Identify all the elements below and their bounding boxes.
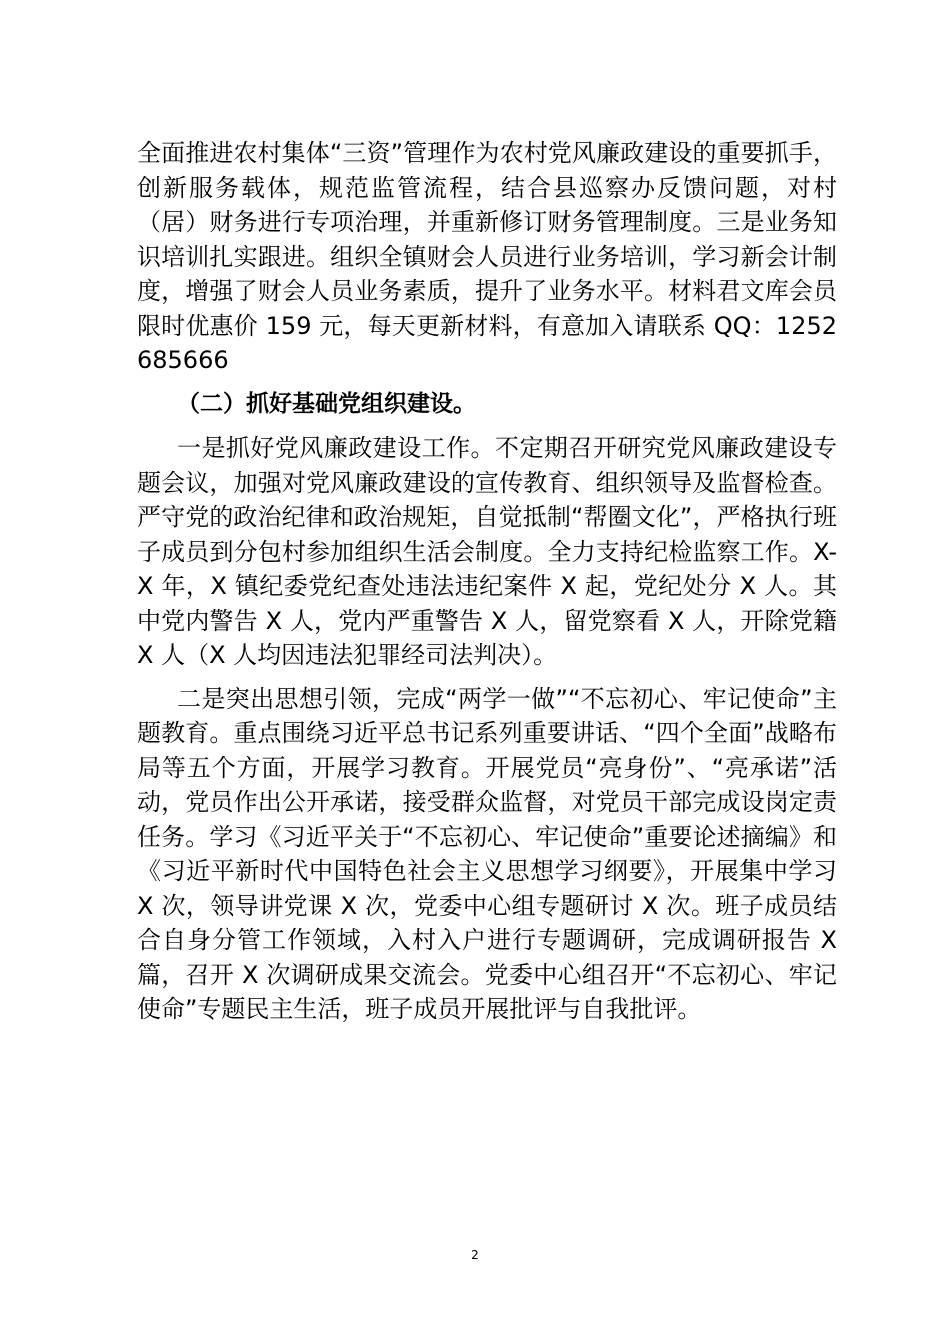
page-number: 2: [471, 1248, 479, 1262]
paragraph-continuation: 全面推进农村集体“三资”管理作为农村党风廉政建设的重要抓手，创新服务载体，规范监管流程，结合县巡察办反馈问题，对村（居）财务进行专项治理，并重新修订财务管理制度。三是业务知识培训扎实跟进。组织全镇财会人员进行业务培训，学习新会计制度，增强了财会人员业务素质，提升了业务水平。材料君文库会员限时优惠价 159 元，每天更新材料，有意加入请联系 QQ：1252685666: [137, 139, 837, 374]
document-body: [137, 136, 837, 1027]
section-heading: （二）抓好基础党组织建设。: [177, 390, 476, 417]
paragraph-point-two: 二是突出思想引领，完成“两学一做”“不忘初心、牢记使命”主题教育。重点围绕习近平总书记系列重要讲话、“四个全面”战略布局等五个方面，开展学习教育。开展党员“亮身份”、“亮承诺”活动，党员作出公开承诺，接受群众监督，对党员干部完成设岗定责任务。学习《习近平关于“不忘初心、牢记使命”重要论述摘编》和《习近平新时代中国特色社会主义思想学习纲要》，开展集中学习 X 次，领导讲党课 X 次，党委中心组专题研讨 X 次。班子成员结合自身分管工作领域，入村入户进行专题调研，完成调研报告 X 篇，召开 X 次调研成果交流会。党委中心组召开“不忘初心、牢记使命”专题民主生活，班子成员开展批评与自我批评。: [137, 684, 837, 1023]
paragraph-point-one: 一是抓好党风廉政建设工作。不定期召开研究党风廉政建设专题会议，加强对党风廉政建设的宣传教育、组织领导及监督检查。严守党的政治纪律和政治规矩，自觉抵制“帮圈文化”，严格执行班子成员到分包村参加组织生活会制度。全力支持纪检监察工作。X-X 年，X 镇纪委党纪查处违法违纪案件 X 起，党纪处分 X 人。其中党内警告 X 人，党内严重警告 X 人，留党察看 X 人，开除党籍 X 人（X 人均因违法犯罪经司法判决）。: [137, 434, 837, 669]
